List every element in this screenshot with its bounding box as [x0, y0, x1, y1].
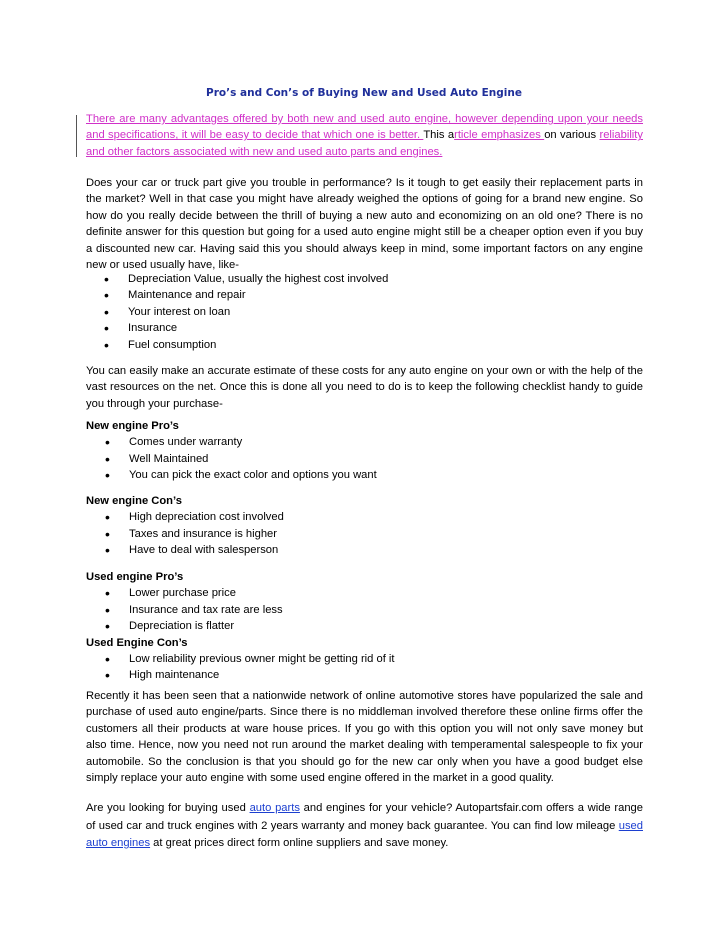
list-item: • Well Maintained [86, 451, 643, 467]
paragraph-estimate [86, 363, 643, 412]
used-cons-heading: Used Engine Con’s [86, 636, 188, 649]
cta-text-3: at great prices direct form online suppliers and save money. [150, 837, 449, 849]
paragraph-online-stores-text: Recently it has been seen that a nationwide network of online automotive stores have popularized the sale and purchase of used auto engine/parts. Since there is no middleman involved therefore these online firms offer the customers all their products at ware house prices. If you go with this option you will not only save money but also time. Hence, now you need not run around the market dealing with temperamental salespeople to fix your automobile. So the conclusion is that you should go for the new car only when you have a good budget else simply replace your auto engine with some used engine offered in the market in a good quality. [86, 690, 643, 785]
list-item: • Maintenance and repair [86, 287, 643, 303]
paragraph-call-to-action [86, 800, 643, 853]
list-item: • Lower purchase price [86, 585, 643, 601]
list-item: • Comes under warranty [86, 434, 643, 450]
list-item: • Fuel consumption [86, 337, 643, 353]
list-item: • Depreciation Value, usually the highest cost involved [86, 271, 643, 287]
paragraph-estimate-text: You can easily make an accurate estimate of these costs for any auto engine on your own or with the help of the vast resources on the net. Once this is done all you need to do is to keep the following checklist handy to guide you through your purchase- [86, 365, 643, 410]
used-pros-section [86, 569, 643, 684]
list-item: • High maintenance [86, 667, 643, 683]
intro-reliability-text: reliability and other factors associated with new and used auto parts and engines. [86, 129, 643, 158]
document-title: Pro’s and Con’s of Buying New and Used Auto Engine [206, 87, 522, 99]
list-item: • You can pick the exact color and options you want [86, 467, 643, 483]
intro-paragraph [86, 111, 643, 160]
intro-article-emphasizes: rticle emphasizes [454, 129, 545, 142]
intro-this-a: This a [423, 129, 455, 142]
new-cons-heading: New engine Con’s [86, 495, 182, 507]
list-item: • Your interest on loan [86, 304, 643, 320]
new-cons-section [86, 493, 643, 559]
list-item: • Taxes and insurance is higher [86, 526, 643, 542]
intro-pink-text: There are many advantages offered by both new and used auto engine, however depending upon your needs and specifications, it will be easy to decide that which one is better. [86, 113, 643, 142]
cta-text-1: Are you looking for buying used [86, 802, 250, 814]
list-item: • High depreciation cost involved [86, 509, 643, 525]
list-item: • Insurance [86, 320, 643, 336]
factors-list [86, 271, 643, 353]
paragraph-performance-text: Does your car or truck part give you trouble in performance? Is it tough to get easily their replacement parts in the market? Well in that case you might have already weighed the options of going for a brand new engine. So how do you really decide between the thrill of buying a new auto and economizing on an old one? There is no definite answer for this question but going for a used auto engine might still be a cheaper option even if you buy a discounted new car. Having said this you should always keep in mind, some important factors on any engine new or used usually have, like- [86, 177, 643, 272]
list-item: • Low reliability previous owner might be getting rid of it [86, 651, 643, 667]
intro-on-various: on various [544, 129, 600, 142]
used-auto-engines-link[interactable]: used auto engines [86, 819, 643, 849]
new-pros-section [86, 418, 643, 484]
list-item: • Insurance and tax rate are less [86, 602, 643, 618]
list-item: • Depreciation is flatter [86, 618, 643, 634]
list-item: • Have to deal with salesperson [86, 542, 643, 558]
paragraph-performance [86, 175, 643, 273]
cta-text-2: and engines for your vehicle? Autopartsfair.com offers a wide range of used car and truck engines with 2 years warranty and money back guarantee. You can find low mileage [86, 802, 643, 832]
paragraph-online-stores [86, 688, 643, 786]
new-pros-heading: New engine Pro’s [86, 420, 179, 432]
used-pros-heading: Used engine Pro’s [86, 571, 184, 583]
change-bar [76, 115, 77, 157]
auto-parts-link[interactable]: auto parts [249, 802, 300, 814]
